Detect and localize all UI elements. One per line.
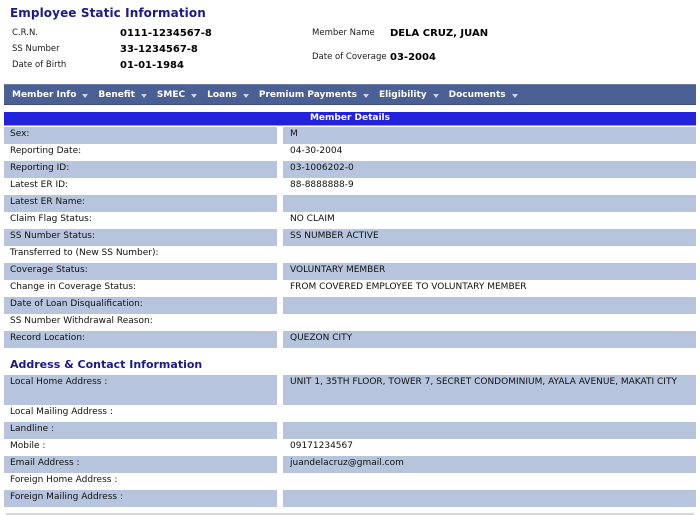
- row-value: 88-8888888-9: [283, 178, 696, 195]
- nav-item-smec[interactable]: [157, 90, 197, 100]
- row-label: Foreign Mailing Address :: [4, 490, 277, 507]
- table-row: [4, 212, 696, 229]
- member-details-section-header: Member Details: [4, 112, 696, 126]
- table-row: [4, 297, 696, 314]
- row-value: [283, 422, 696, 439]
- table-row: [4, 127, 696, 144]
- nav-item-label: Premium Payments: [258, 89, 357, 100]
- row-value: FROM COVERED EMPLOYEE TO VOLUNTARY MEMBER: [283, 280, 696, 297]
- row-value: [283, 473, 696, 490]
- row-label: Sex:: [4, 127, 277, 144]
- row-value: juandelacruz@gmail.com: [283, 456, 696, 473]
- row-value: VOLUNTARY MEMBER: [283, 263, 696, 280]
- table-row: [4, 314, 696, 331]
- row-value: 09171234567: [283, 439, 696, 456]
- row-label: Transferred to (New SS Number):: [4, 246, 277, 263]
- row-label: Reporting Date:: [4, 144, 277, 161]
- chevron-down-icon[interactable]: [191, 94, 197, 98]
- nav-item-label: Member Info: [12, 89, 77, 100]
- table-row: [4, 375, 696, 405]
- nav-item-documents[interactable]: [449, 90, 518, 100]
- static-field-value: 01-01-1984: [120, 60, 184, 71]
- row-value: M: [283, 127, 696, 144]
- row-label: Local Home Address :: [4, 375, 277, 405]
- row-value: NO CLAIM: [283, 212, 696, 229]
- table-row: [4, 456, 696, 473]
- static-info-left-column: [12, 28, 262, 76]
- row-label: Change in Coverage Status:: [4, 280, 277, 297]
- row-value: [283, 195, 696, 212]
- static-info-right-column: [312, 28, 488, 76]
- static-field-label: Date of Coverage: [312, 52, 387, 62]
- nav-item-label: SMEC: [156, 89, 186, 100]
- chevron-down-icon[interactable]: [363, 94, 369, 98]
- table-row: [4, 490, 696, 507]
- row-value: QUEZON CITY: [283, 331, 696, 348]
- row-value: SS NUMBER ACTIVE: [283, 229, 696, 246]
- nav-item-benefit[interactable]: [98, 90, 146, 100]
- row-label: Email Address :: [4, 456, 277, 473]
- static-field-row: [312, 28, 488, 52]
- chevron-down-icon[interactable]: [433, 94, 439, 98]
- member-details-table: [4, 127, 696, 348]
- row-label: Mobile :: [4, 439, 277, 456]
- row-value: [283, 297, 696, 314]
- static-field-row: [12, 44, 262, 60]
- table-row: [4, 263, 696, 280]
- nav-item-loans[interactable]: [207, 90, 249, 100]
- chevron-down-icon[interactable]: [141, 94, 147, 98]
- chevron-down-icon[interactable]: [512, 94, 518, 98]
- row-value: UNIT 1, 35TH FLOOR, TOWER 7, SECRET CONDOMINIUM, AYALA AVENUE, MAKATI CITY: [283, 375, 696, 405]
- static-field-label: Date of Birth: [12, 60, 67, 70]
- table-row: [4, 161, 696, 178]
- address-contact-section-title: Address & Contact Information: [10, 358, 203, 371]
- row-value: [283, 314, 696, 331]
- row-value: [283, 246, 696, 263]
- static-field-value: DELA CRUZ, JUAN: [390, 28, 489, 39]
- static-field-value: 03-2004: [390, 52, 436, 63]
- row-label: Reporting ID:: [4, 161, 277, 178]
- page-title: Employee Static Information: [10, 6, 206, 20]
- static-field-row: [12, 60, 262, 76]
- row-value: [283, 405, 696, 422]
- static-field-row: [312, 52, 488, 76]
- static-field-label: Member Name: [312, 28, 375, 38]
- row-label: Foreign Home Address :: [4, 473, 277, 490]
- nav-item-label: Benefit: [98, 89, 135, 100]
- chevron-down-icon[interactable]: [243, 94, 249, 98]
- row-label: Coverage Status:: [4, 263, 277, 280]
- table-row: [4, 331, 696, 348]
- nav-item-member-info[interactable]: [12, 90, 88, 100]
- static-field-label: C.R.N.: [12, 28, 39, 38]
- nav-item-label: Documents: [448, 89, 506, 100]
- static-field-row: [12, 28, 262, 44]
- address-contact-table: [4, 375, 696, 507]
- main-navigation-bar: [4, 84, 696, 105]
- table-row: [4, 195, 696, 212]
- nav-item-premium-payments[interactable]: [259, 90, 369, 100]
- row-value: [283, 490, 696, 507]
- table-row: [4, 246, 696, 263]
- static-field-label: SS Number: [12, 44, 60, 54]
- row-label: Date of Loan Disqualification:: [4, 297, 277, 314]
- chevron-down-icon[interactable]: [82, 94, 88, 98]
- row-value: 04-30-2004: [283, 144, 696, 161]
- row-label: SS Number Status:: [4, 229, 277, 246]
- table-row: [4, 229, 696, 246]
- row-label: SS Number Withdrawal Reason:: [4, 314, 277, 331]
- row-label: Latest ER Name:: [4, 195, 277, 212]
- row-label: Latest ER ID:: [4, 178, 277, 195]
- table-row: [4, 439, 696, 456]
- nav-item-label: Eligibility: [378, 89, 427, 100]
- row-label: Local Mailing Address :: [4, 405, 277, 422]
- row-value: 03-1006202-0: [283, 161, 696, 178]
- table-row: [4, 280, 696, 297]
- row-label: Claim Flag Status:: [4, 212, 277, 229]
- nav-item-label: Loans: [207, 89, 237, 100]
- nav-item-eligibility[interactable]: [379, 90, 439, 100]
- table-row: [4, 144, 696, 161]
- static-field-value: 33-1234567-8: [120, 44, 198, 55]
- table-row: [4, 422, 696, 439]
- table-row: [4, 405, 696, 422]
- row-label: Landline :: [4, 422, 277, 439]
- static-info-block: [0, 20, 700, 76]
- static-field-value: 0111-1234567-8: [120, 28, 212, 39]
- table-row: [4, 178, 696, 195]
- row-label: Record Location:: [4, 331, 277, 348]
- table-row: [4, 473, 696, 490]
